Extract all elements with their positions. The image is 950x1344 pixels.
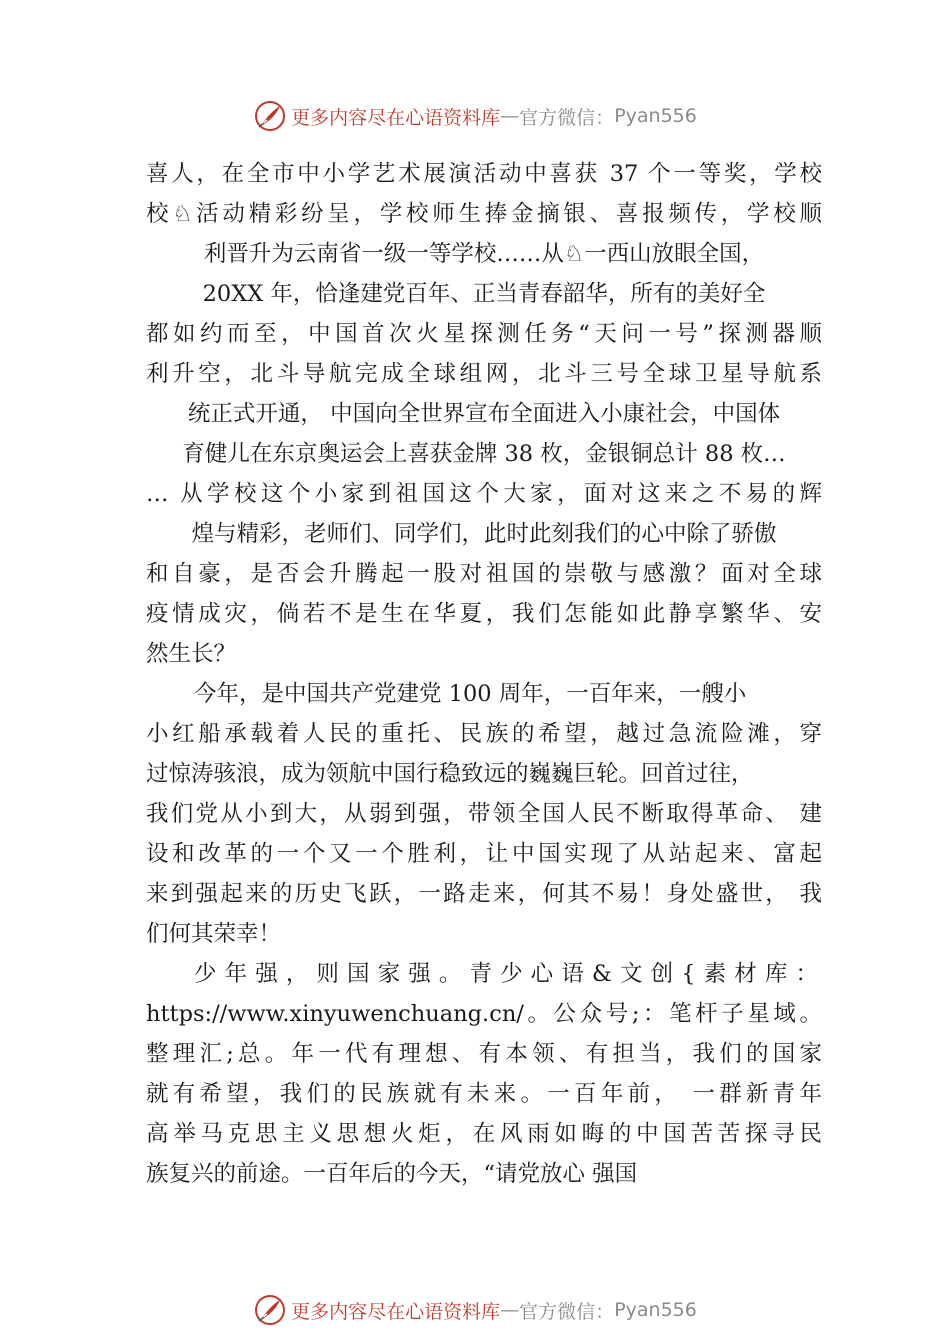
body-line: 都如约而至，中国首次火星探测任务“天问一号”探测器顺 (146, 321, 822, 347)
body-line: 就有希望，我们的民族就有未来。一百年前， 一群新青年 (146, 1081, 822, 1107)
body-line: 小红船承载着人民的重托、民族的希望，越过急流险滩，穿 (146, 721, 822, 747)
banner-wechat-label: 官方微信： (519, 1300, 615, 1323)
body-line: 整理汇;总。年一代有理想、有本领、有担当，我们的国家 (146, 1041, 822, 1067)
banner-wechat-label: 官方微信： (519, 106, 615, 129)
banner-separator: — (500, 105, 520, 127)
banner-wechat-id: Pyan556 (614, 105, 697, 127)
body-line: 少年强，则国家强。青少心语&文创{素材库： (194, 961, 822, 987)
body-line: 然生长？ (146, 641, 237, 667)
body-line: 今年，是中国共产党建党 100 周年，一百年来，一艘小 (194, 681, 747, 707)
quill-pen-logo-icon (253, 1293, 287, 1327)
footer-banner (0, 1290, 950, 1330)
body-line: 煌与精彩，老师们、同学们，此时此刻我们的心中除了骄傲 (191, 521, 777, 547)
body-line: 喜人，在全市中小学艺术展演活动中喜获 37 个一等奖，学校 (146, 161, 822, 187)
banner-title: 更多内容尽在心语资料库 (291, 106, 501, 129)
body-line: 利升空，北斗导航完成全球组网，北斗三号全球卫星导航系 (146, 361, 822, 387)
banner-wechat-id: Pyan556 (614, 1299, 697, 1321)
body-line: 过惊涛骇浪，成为领航中国行稳致远的巍巍巨轮。回首过往， (146, 761, 754, 787)
body-line: 育健儿在东京奥运会上喜获金牌 38 枚，金银铜总计 88 枚… (182, 441, 786, 467)
body-line: 统正式开通， 中国向全世界宣布全面进入小康社会，中国体 (187, 401, 781, 427)
body-line: https://www.xinyuwenchuang.cn/。公众号;：笔杆子星域。 (146, 1001, 822, 1027)
body-line: 我们党从小到大，从弱到强，带领全国人民不断取得革命、 建 (146, 801, 822, 827)
body-line: 校♘活动精彩纷呈，学校师生捧金摘银、喜报频传，学校顺 (146, 201, 822, 227)
header-banner (0, 96, 950, 136)
body-line: 疫情成灾，倘若不是生在华夏，我们怎能如此静享繁华、安 (146, 601, 822, 627)
body-line: 设和改革的一个又一个胜利，让中国实现了从站起来、富起 (146, 841, 822, 867)
body-line: 高举马克思主义思想火炬，在风雨如晦的中国苦苦探寻民 (146, 1121, 822, 1147)
body-line: 20XX 年，恰逢建党百年、正当青春韶华，所有的美好全 (202, 281, 766, 307)
body-line: 们何其荣幸！ (146, 921, 282, 947)
body-line: 来到强起来的历史飞跃，一路走来，何其不易！身处盛世， 我 (146, 881, 822, 907)
document-body (146, 154, 822, 1194)
body-line: … 从学校这个小家到祖国这个大家，面对这来之不易的辉 (146, 481, 822, 507)
quill-pen-logo-icon (253, 99, 287, 133)
body-line: 族复兴的前途。一百年后的今天，“请党放心 强国 (146, 1161, 638, 1187)
body-line: 利晋升为云南省一级一等学校……从♘一西山放眼全国， (203, 241, 765, 267)
banner-title: 更多内容尽在心语资料库 (291, 1300, 501, 1323)
banner-separator: — (500, 1299, 520, 1321)
body-line: 和自豪，是否会升腾起一股对祖国的崇敬与感激？面对全球 (146, 561, 822, 587)
